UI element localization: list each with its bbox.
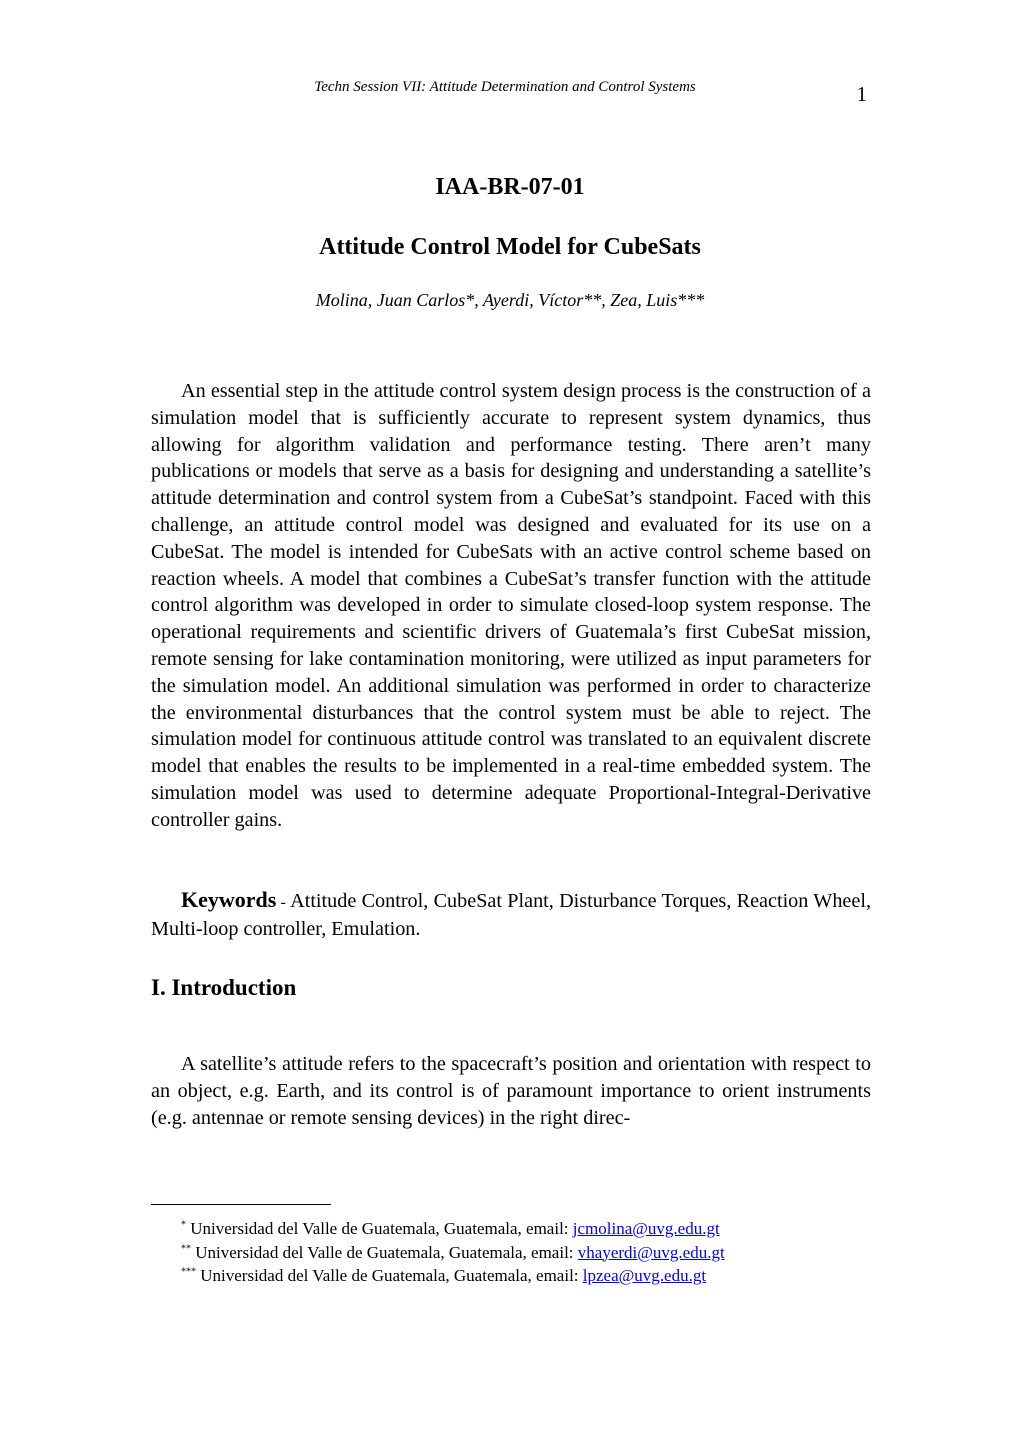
footnote-3 bbox=[181, 1264, 861, 1288]
section-heading-introduction: I. Introduction bbox=[151, 975, 297, 1000]
footnote-mark: ** bbox=[181, 1242, 191, 1254]
footnote-affiliation: Universidad del Valle de Guatemala, Guatemala, email: bbox=[186, 1219, 573, 1238]
footnote-2 bbox=[181, 1241, 861, 1265]
footnotes bbox=[181, 1217, 861, 1288]
footnote-affiliation: Universidad del Valle de Guatemala, Guatemala, email: bbox=[191, 1242, 578, 1262]
keywords-paragraph bbox=[151, 886, 871, 943]
footnote-affiliation: Universidad del Valle de Guatemala, Guatemala, email: bbox=[196, 1266, 583, 1285]
keywords-text: Attitude Control, CubeSat Plant, Disturbance Torques, Reaction Wheel, Multi-loop controller, Emulation. bbox=[151, 890, 871, 940]
keywords-label: Keywords bbox=[181, 887, 277, 912]
author-list: Molina, Juan Carlos*, Ayerdi, Víctor**, Zea, Luis*** bbox=[315, 290, 705, 310]
keywords-separator: - bbox=[276, 894, 291, 911]
footnote-mark: * bbox=[181, 1219, 186, 1231]
abstract-paragraph: An essential step in the attitude control system design process is the construction of a simulation model that is sufficiently accurate to represent system dynamics, thus allowing for algorithm validation and performance testing. There aren’t many publications or models that serve as a basis for designing and understanding a satellite’s attitude determination and control system from a CubeSat’s standpoint. Faced with this challenge, an attitude control model was designed and evaluated for its use on a CubeSat. The model is intended for CubeSats with an active control scheme based on reaction wheels. A model that combines a CubeSat’s transfer function with the attitude control algorithm was developed in order to simulate closed-loop system response. The operational requirements and scientific drivers of Guatemala’s first CubeSat mission, remote sensing for lake contamination monitoring, were utilized as input parameters for the simulation model. An additional simulation was performed in order to characterize the environmental disturbances that the control system must be able to reject. The simulation model for continuous attitude control was translated to an equivalent discrete model that enables the results to be implemented in a real-time embedded system. The simulation model was used to determine adequate Proportional-Integral-Derivative controller gains. bbox=[151, 380, 871, 831]
footnote-1 bbox=[181, 1217, 861, 1241]
email-link[interactable]: vhayerdi@uvg.edu.gt bbox=[577, 1242, 725, 1262]
paper-title: Attitude Control Model for CubeSats bbox=[319, 234, 701, 260]
footnote-divider bbox=[151, 1204, 331, 1205]
email-link[interactable]: jcmolina@uvg.edu.gt bbox=[572, 1219, 720, 1238]
page-number: 1 bbox=[856, 82, 867, 106]
email-link[interactable]: lpzea@uvg.edu.gt bbox=[582, 1266, 707, 1285]
running-header: Techn Session VII: Attitude Determination and Control Systems bbox=[314, 79, 696, 95]
paper-id: IAA-BR-07-01 bbox=[435, 174, 585, 200]
footnote-mark: *** bbox=[181, 1266, 196, 1278]
introduction-paragraph: A satellite’s attitude refers to the spacecraft’s position and orientation with respect to an object, e.g. Earth, and its control is of paramount importance to orient instruments (e.g. antennae or remote sensing devices) in the right direc- bbox=[151, 1053, 871, 1129]
